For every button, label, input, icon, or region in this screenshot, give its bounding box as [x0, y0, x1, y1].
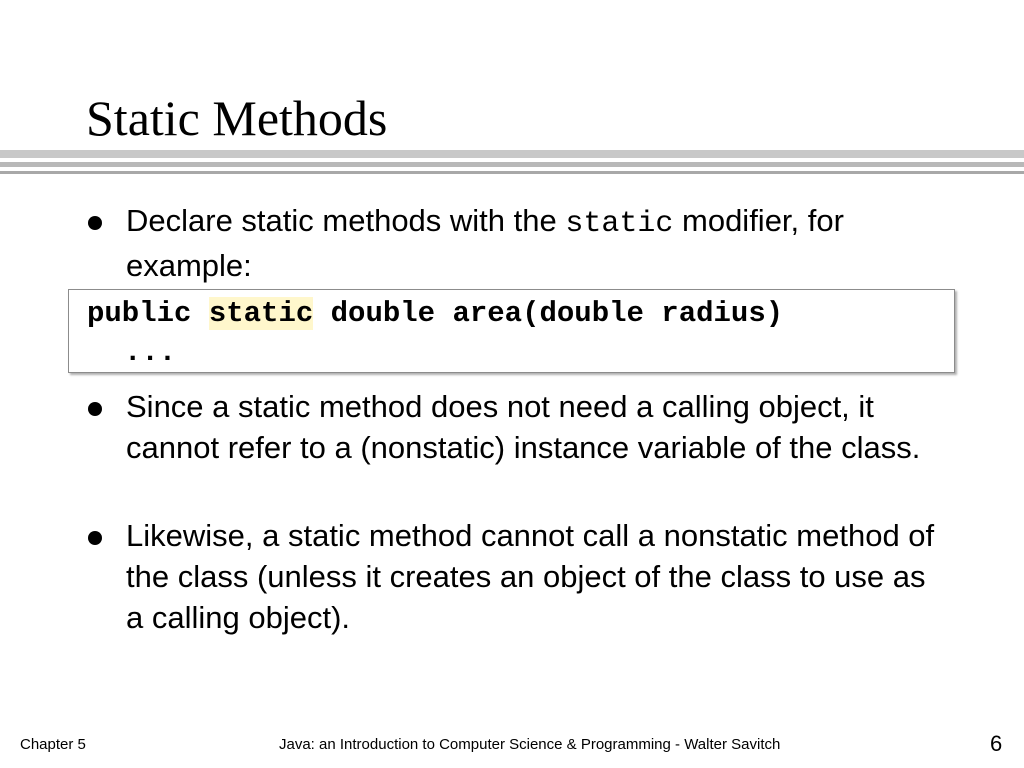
footer-book-title: Java: an Introduction to Computer Science & Programming - Walter Savitch: [279, 736, 781, 753]
page-number: 6: [990, 731, 1003, 756]
code-line: [87, 294, 783, 334]
title-divider-3: [0, 171, 1024, 174]
bullet-text: Since a static method does not need a calling object, it cannot refer to a (nonstatic) instance variable of the class.: [126, 389, 921, 465]
code-block: [68, 289, 955, 373]
code-token: double area(double radius): [313, 297, 784, 330]
bullet-dot-icon: [88, 216, 102, 230]
bullet-dot-icon: [88, 402, 102, 416]
bullet-text: [126, 200, 946, 286]
code-line: ...: [124, 336, 177, 369]
bullet-text: Likewise, a static method cannot call a nonstatic method of the class (unless it creates an object of the class to use as a calling object).: [126, 518, 935, 635]
title-divider-2: [0, 162, 1024, 167]
bullet-text-part: modifier, for example:: [126, 203, 844, 283]
title-divider-1: [0, 150, 1024, 158]
code-token: public: [87, 297, 209, 330]
slide-title: Static Methods: [86, 90, 388, 146]
bullet-dot-icon: [88, 531, 102, 545]
inline-code: static: [565, 207, 674, 241]
highlighted-code-token: static: [208, 297, 314, 330]
bullet-text-part: Declare static methods with the: [126, 203, 566, 238]
footer-chapter: Chapter 5: [20, 736, 86, 753]
